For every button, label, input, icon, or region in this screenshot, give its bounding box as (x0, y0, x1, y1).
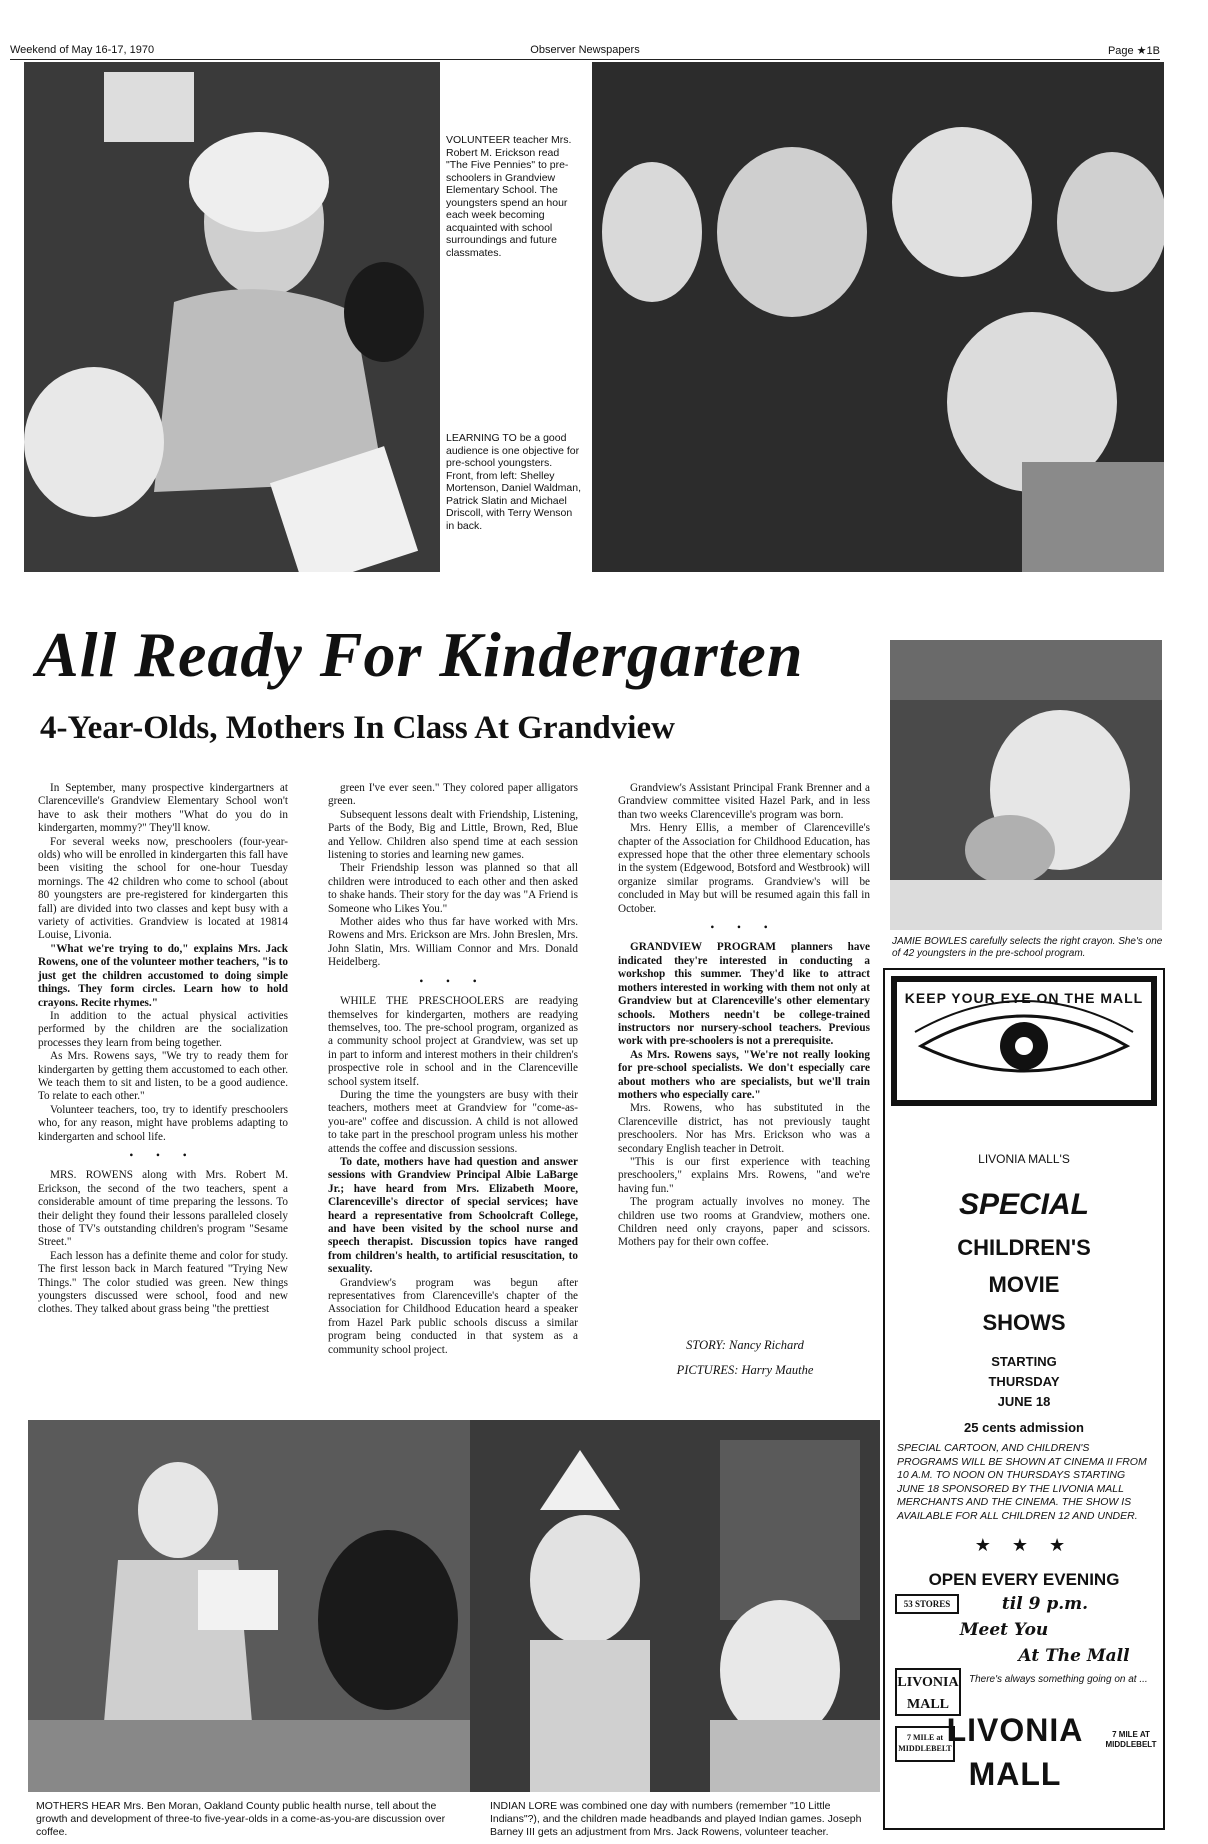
caption-volunteer: VOLUNTEER teacher Mrs. Robert M. Erickson read "The Five Pennies" to pre-schoolers in Grandview Elementary School. The youngsters spend an hour each week becoming acquainted with school surroundings and future classmates. (440, 130, 588, 263)
ad-open-every-evening: OPEN EVERY EVENING (928, 1570, 1120, 1589)
caption-indian-lore: INDIAN LORE was combined one day with numbers (remember "10 Little Indians"?), and the children made headbands and played Indian games. Joseph Barney III gets an adjustment from Mrs. Jack Rowens, volunteer teacher. (490, 1800, 862, 1838)
paragraph: green I've ever seen." They colored paper alligators green. (328, 782, 578, 808)
paragraph: As Mrs. Rowens says, "We're not really looking for pre-school specialists. We don't especially care about mothers who are specialists, but we'll train mothers who especially care." (618, 1048, 870, 1101)
ad-small-logo-text: LIVONIA MALL (897, 1675, 959, 1712)
paragraph: In September, many prospective kindergartners at Clarenceville's Grandview Elementary School won't have to ask their mothers "What do you do in kindergarten, mommy?" They'll know. (38, 782, 288, 835)
paragraph: The program actually involves no money. The children use two rooms at Grandview, mothers one. Children need only crayons, paper and scissors. Mothers pay for their own coffee. (618, 1196, 870, 1249)
banner-slogan: KEEP YOUR EYE ON THE MALL (904, 990, 1144, 1006)
paragraph: Grandview's program was begun after representatives from Clarenceville's chapter of the Association for Childhood Education heard a speaker from Hazel Park public schools discuss a similar program being conducted in that system as a community school project. (328, 1276, 578, 1356)
ad-details: SPECIAL CARTOON, AND CHILDREN'S PROGRAMS WILL BE SHOWN AT CINEMA II FROM 10 A.M. TO NOON ON THURSDAYS STARTING JUNE 18 SPONSORED BY THE LIVONIA MALL MERCHANTS AND THE CINEMA. THE SHOW IS AVAILABLE FOR ALL CHILDREN 12 AND UNDER. (897, 1442, 1147, 1522)
paragraph: Volunteer teachers, too, try to identify preschoolers who, for any reason, might have problems adapting to kindergarten and school life. (38, 1103, 288, 1143)
article-column-3 (618, 782, 870, 1250)
section-divider: • • • (710, 922, 778, 935)
paragraph: "This is our first experience with teaching preschoolers," explains Mrs. Rowens, "and we're having fun." (618, 1155, 870, 1195)
subheadline: 4-Year-Olds, Mothers In Class At Grandview (40, 710, 675, 746)
paragraph: Their Friendship lesson was planned so that all children were introduced to each other and then asked to shake hands. Their story for the day was "A Friend is Someone who Likes You." (328, 862, 578, 915)
byline-story: STORY: Nancy Richard (686, 1338, 804, 1352)
paragraph: Grandview's Assistant Principal Frank Brenner and a Grandview committee visited Hazel Park, and in less than two weeks Clarenceville's program was born. (618, 782, 870, 821)
photo-indian-lore (470, 1420, 880, 1792)
caption-jamie: JAMIE BOWLES carefully selects the right crayon. She's one of 42 youngsters in the pre-school program. (892, 936, 1163, 959)
section-divider: • • • (129, 1149, 197, 1162)
ad-logo-livonia: LIVONIA (946, 1712, 1084, 1748)
paragraph: Each lesson has a definite theme and color for study. The first lesson back in March featured "Trying New Things." The color studied was green. New things youngsters discussed were school, food and new clothes. They talked about grass being "the prettiest (38, 1249, 288, 1316)
newspaper-name: Observer Newspapers (530, 44, 640, 56)
ad-brand: LIVONIA MALL'S (978, 1152, 1070, 1166)
ad-line-childrens: CHILDREN'S (957, 1235, 1091, 1260)
article-column-1 (38, 782, 288, 1317)
ad-date: JUNE 18 (997, 1394, 1051, 1409)
paragraph: GRANDVIEW PROGRAM planners have indicated they're interested in conducting a workshop this summer. They'd like to attract mothers interested in working with them not only at Grandview but at Clarenceville's other elementary schools. Mothers needn't be college-trained instructors nor nursery-school teachers. Previous work with pre-schoolers is not a prerequisite. (618, 941, 870, 1048)
paragraph: WHILE THE PRESCHOOLERS are readying themselves for kindergarten, mothers are readying themselves, too. The pre-school program, organized as a community school project at Grandview, was set up in part to inform and interest mothers in their children's prospective role in school and in the Clarenceville school system itself. (328, 995, 578, 1088)
issue-date: Weekend of May 16-17, 1970 (10, 44, 155, 56)
paragraph: Mother aides who thus far have worked with Mrs. Rowens and Mrs. Erickson are Mrs. John Breslen, Mrs. John Slatin, Mrs. William Connor and Mrs. Donald Heidelberg. (328, 916, 578, 969)
masthead (10, 40, 1160, 60)
ad-logo-mall: MALL (968, 1756, 1062, 1792)
section-divider: • • • (419, 975, 487, 988)
ad-stores: 53 STORES (903, 1599, 951, 1609)
photo-mothers-hear (28, 1420, 470, 1792)
caption-learning: LEARNING TO be a good audience is one objective for pre-school youngsters. Front, from left: Shelley Mortenson, Daniel Waldman, Patrick Slatin and Michael Driscoll, with Terry Wenson in back. (440, 428, 588, 536)
byline-pictures: PICTURES: Harry Mauthe (676, 1363, 814, 1377)
ad-at-the-mall: At The Mall (1018, 1646, 1130, 1666)
ad-meet-you: Meet You (959, 1620, 1049, 1640)
ad-thursday: THURSDAY (988, 1374, 1060, 1389)
paragraph: Mrs. Henry Ellis, a member of Clarenceville's chapter of the Association for Childhood Education, has expressed hope that the other three elementary schools in the system (Edgewood, Botsford and Westbrook) will organize similar programs. Grandview's will be concluded in May but will be resumed again this fall in October. (618, 822, 870, 915)
ad-starting: STARTING (991, 1354, 1057, 1369)
ad-stars: ★ ★ ★ (974, 1535, 1074, 1555)
paragraph: During the time the youngsters are busy with their teachers, mothers meet at Grandview for "come-as-you-are" coffee and discussion. A child is not allowed to take part in the preschool program unless his mother attends the coffee and discussion sessions. (328, 1088, 578, 1155)
ad-hours: til 9 p.m. (1001, 1594, 1089, 1614)
ad-mile: 7 MILE at MIDDLEBELT (898, 1733, 952, 1753)
paragraph: Mrs. Rowens, who has substituted in the Clarenceville district, has not previously taught preschoolers. Nor has Mrs. Erickson who was a secondary English teacher in Detroit. (618, 1102, 870, 1155)
ad-always: There's always something going on at ... (969, 1674, 1148, 1685)
ad-admission: 25 cents admission (964, 1420, 1084, 1435)
paragraph: To date, mothers have had question and answer sessions with Grandview Principal Albie LaBarge Jr.; have heard from Mrs. Elizabeth Moore, Clarenceville's director of special services; have heard a representative from Schoolcraft College, and have been visited by the school nurse and speech therapist. Discussion topics have ranged from children's health, to artificial resuscitation, to sexuality. (328, 1155, 578, 1276)
ad-line-shows: SHOWS (982, 1310, 1066, 1335)
caption-mothers: MOTHERS HEAR Mrs. Ben Moran, Oakland County public health nurse, tell about the growth and development of three-to five-year-olds in a come-as-you-are discussion over coffee. (36, 1800, 446, 1838)
ad-line-movie: MOVIE (988, 1272, 1060, 1297)
livonia-mall-advertisement (883, 968, 1165, 1830)
paragraph: "What we're trying to do," explains Mrs. Jack Rowens, one of the volunteer mother teachers, "is to just get the children accustomed to doing simple things. They form circles. Learn how to hold crayons. Recite rhymes." (38, 942, 288, 1009)
ad-small-logo (895, 1668, 961, 1716)
photo-volunteer-reading (24, 62, 440, 572)
paragraph: In addition to the actual physical activities performed by the children are the socialization processes they learn from being together. (38, 1009, 288, 1049)
photo-pre-school-audience (592, 62, 1164, 572)
eye-banner (891, 976, 1157, 1106)
paragraph: As Mrs. Rowens says, "We try to ready them for kindergarten by getting them accustomed to each other. We teach them to sit and listen, to be a good audience. To relate to each other." (38, 1050, 288, 1103)
photo-jamie-bowles (890, 640, 1162, 930)
paragraph: For several weeks now, preschoolers (four-year-olds) who will be enrolled in kindergarten this fall have been visiting the school for one-hour Tuesday mornings. The 42 children who come to school (about 80 youngsters are pre-registered for kindergarten this fall) are divided into two classes and kept busy with a variety of activities. Grandview is located at 19814 Louise, Livonia. (38, 835, 288, 942)
paragraph: MRS. ROWENS along with Mrs. Robert M. Erickson, the second of the two teachers, spent a considerable amount of time preparing the lessons. To their delight they found their lessons paralleled closely those of TV's outstanding children's program "Sesame Street." (38, 1169, 288, 1249)
article-column-2 (328, 782, 578, 1357)
ad-special: SPECIAL (958, 1188, 1090, 1221)
headline: All Ready For Kindergarten (36, 619, 804, 690)
paragraph: Subsequent lessons dealt with Friendship, Listening, Parts of the Body, Big and Little, Brown, Red, Blue and Yellow. Children also spend time at each session listening to stories and learning new games. (328, 808, 578, 862)
page-number: Page ★1B (1107, 45, 1160, 57)
ad-mile-side: 7 MILE AT MIDDLEBELT (1105, 1730, 1157, 1749)
